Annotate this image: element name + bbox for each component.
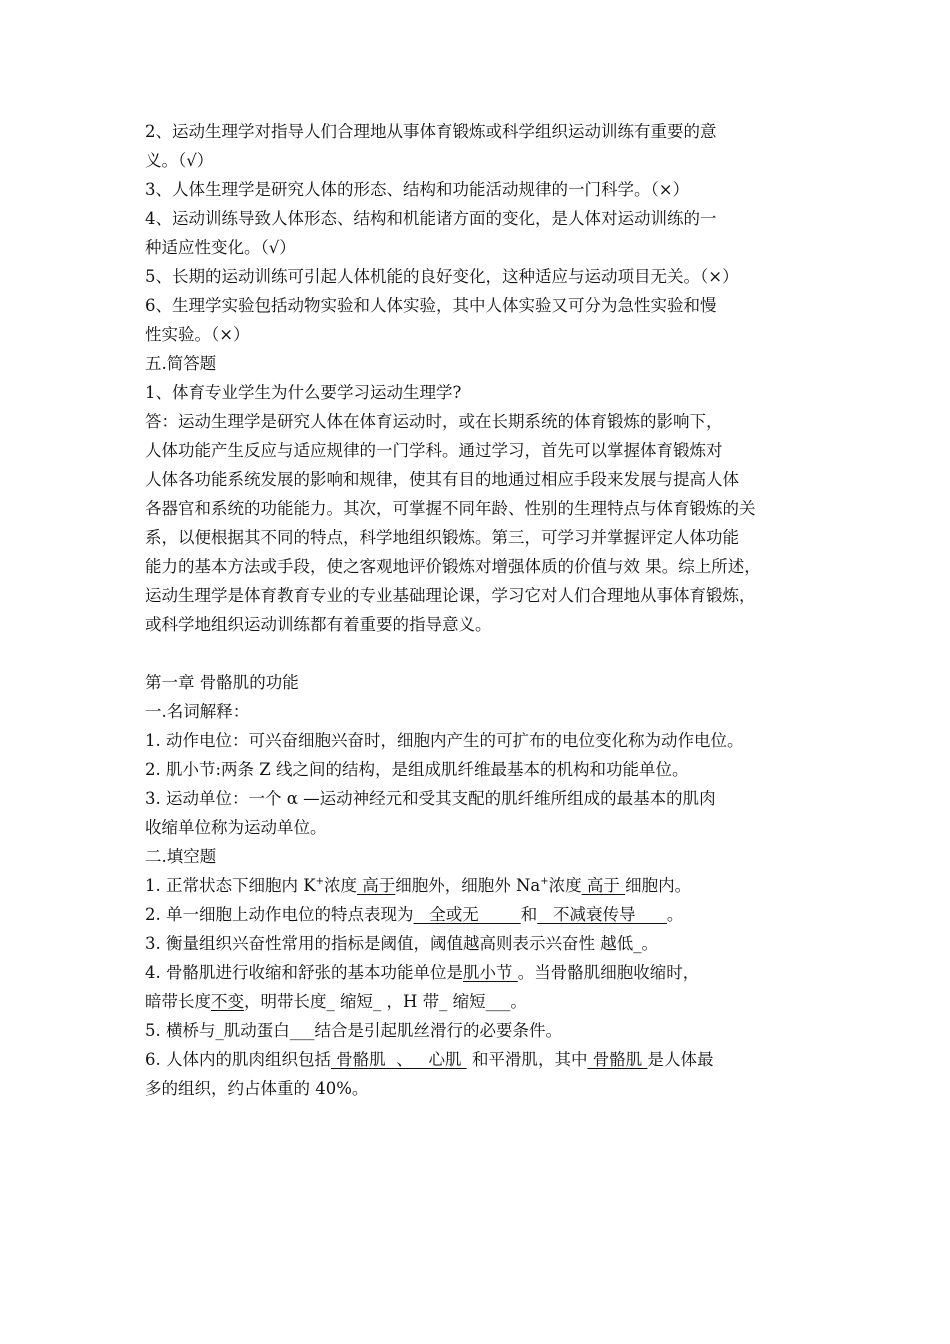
fill-1-answer-2: 高于 <box>581 876 626 895</box>
fill-6-answer-2: 骨骼肌 <box>587 1050 648 1069</box>
term-motor-unit-line1: 3. 运动单位：一个 α —运动神经元和受其支配的肌纤维所组成的最基本的肌肉 <box>145 789 716 808</box>
fill-1-sup-k: + <box>315 876 324 887</box>
fill-4-text-c: 暗带长度 <box>145 992 211 1011</box>
fill-4-answer-1: 肌小节 <box>463 963 518 982</box>
fill-6-text-b: 和平滑肌，其中 <box>466 1050 588 1069</box>
term-action-potential: 1. 动作电位：可兴奋细胞兴奋时，细胞内产生的可扩布的电位变化称为动作电位。 <box>145 731 744 750</box>
fill-2-answer-1: 全或无 <box>413 905 521 924</box>
fill-6-answer-1: 骨骼肌 、 心肌 <box>331 1050 467 1069</box>
short-answer-line-3: 人体各功能系统发展的影响和规律，使其有目的地通过相应手段来发展与提高人体 <box>145 470 739 489</box>
fill-4-text-a: 4. 骨骼肌进行收缩和舒张的基本功能单位是 <box>145 963 463 982</box>
fill-1-text-d: 浓度 <box>548 876 582 895</box>
fill-4-answer-2: 不变 <box>211 992 244 1011</box>
short-answer-line-4: 各器官和系统的功能能力。其次，可掌握不同年龄、性别的生理特点与体育锻炼的关 <box>145 499 756 518</box>
fill-item-5: 5. 横桥与_肌动蛋白___结合是引起肌丝滑行的必要条件。 <box>145 1021 562 1040</box>
fill-1-text-a: 1. 正常状态下细胞内 K <box>145 876 316 895</box>
fill-2-text-b: 和 <box>520 905 538 924</box>
fill-1-text-c: 细胞外，细胞外 Na <box>395 876 541 895</box>
fill-4-text-b: 。当骨骼肌细胞收缩时， <box>517 963 700 982</box>
fill-item-1 <box>145 874 691 898</box>
short-answer-line-8: 或科学地组织运动训练都有着重要的指导意义。 <box>145 615 492 634</box>
term-sarcomere: 2. 肌小节:两条 Z 线之间的结构，是组成肌纤维最基本的机构和功能单位。 <box>145 760 689 779</box>
judgment-q2-line2: 义。（√） <box>145 151 214 170</box>
judgment-q3: 3、人体生理学是研究人体的形态、结构和功能活动规律的一门科学。（×） <box>145 180 690 199</box>
short-answer-line-5: 系，以便根据其不同的特点，科学地组织锻炼。第三，可学习并掌握评定人体功能 <box>145 528 739 547</box>
fill-1-text-b: 浓度 <box>323 876 357 895</box>
judgment-q6-line1: 6、生理学实验包括动物实验和人体实验，其中人体实验又可分为急性实验和慢 <box>145 296 717 315</box>
judgment-q6-line2: 性实验。（×） <box>145 325 250 344</box>
judgment-q4-line2: 种适应性变化。（√） <box>145 238 296 257</box>
fill-item-6-line1 <box>145 1048 713 1072</box>
judgment-q5: 5、长期的运动训练可引起人体机能的良好变化，这种适应与运动项目无关。（×） <box>145 267 739 286</box>
short-answer-line-1: 答：运动生理学是研究人体在体育运动时，或在长期系统的体育锻炼的影响下， <box>145 412 723 431</box>
judgment-q2-line1: 2、运动生理学对指导人们合理地从事体育锻炼或科学组织运动训练有重要的意 <box>145 122 717 141</box>
short-answer-line-6: 能力的基本方法或手段，使之客观地评价锻炼对增强体质的价值与效 果。综上所述， <box>145 557 761 576</box>
fill-6-text-c: 是人体最 <box>647 1050 714 1069</box>
fill-item-3: 3. 衡量组织兴奋性常用的指标是阈值，阈值越高则表示兴奋性 越低_。 <box>145 934 658 953</box>
short-answer-heading: 五.简答题 <box>145 354 217 373</box>
fill-2-text-c: 。 <box>666 905 684 924</box>
short-answer-line-2: 人体功能产生反应与适应规律的一门学科。通过学习，首先可以掌握体育锻炼对 <box>145 441 723 460</box>
fill-1-sup-na: + <box>540 876 549 887</box>
terms-heading: 一.名词解释： <box>145 702 250 721</box>
fill-2-text-a: 2. 单一细胞上动作电位的特点表现为 <box>145 905 414 924</box>
fill-item-4-line2 <box>145 990 527 1014</box>
fill-1-answer-1: 高于 <box>356 876 396 895</box>
fill-item-6-line2: 多的组织，约占体重的 40%。 <box>145 1079 369 1098</box>
fill-item-4-line1 <box>145 961 699 985</box>
fill-2-answer-2: 不减衰传导 <box>537 905 667 924</box>
chapter-title: 第一章 骨骼肌的功能 <box>145 673 299 692</box>
short-answer-question: 1、体育专业学生为什么要学习运动生理学? <box>145 383 462 402</box>
judgment-q4-line1: 4、运动训练导致人体形态、结构和机能诸方面的变化，是人体对运动训练的一 <box>145 209 717 228</box>
fill-6-text-a: 6. 人体内的肌肉组织包括 <box>145 1050 331 1069</box>
term-motor-unit-line2: 收缩单位称为运动单位。 <box>145 818 327 837</box>
fill-item-2 <box>145 903 683 927</box>
fill-4-text-d: ，明带长度_ 缩短_ ，H 带_ 缩短___。 <box>244 992 527 1011</box>
fill-heading: 二.填空题 <box>145 847 217 866</box>
fill-1-text-e: 细胞内。 <box>625 876 692 895</box>
short-answer-line-7: 运动生理学是体育教育专业的专业基础理论课，学习它对人们合理地从事体育锻炼， <box>145 586 756 605</box>
